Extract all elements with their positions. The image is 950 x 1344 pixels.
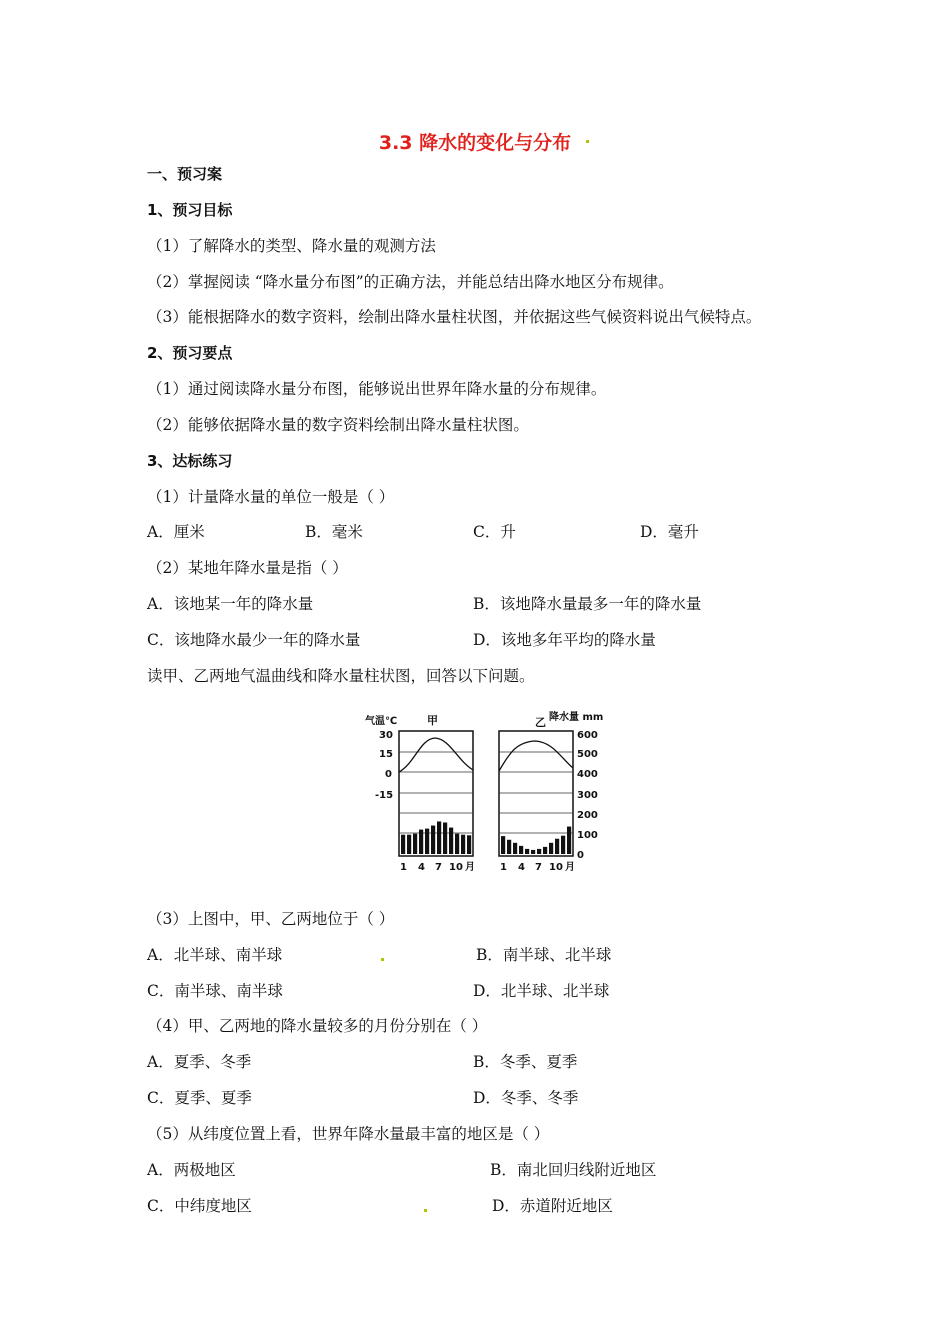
points-heading: 2、预习要点	[147, 344, 233, 362]
precip-tick: 500	[577, 749, 598, 760]
option-d: D．赤道附近地区	[492, 1197, 613, 1215]
option-c: C．升	[473, 523, 516, 541]
precip-bar	[525, 849, 529, 854]
option-c: C．中纬度地区	[147, 1197, 252, 1215]
precip-bar	[455, 834, 459, 854]
temp-tick: -15	[375, 790, 394, 801]
precip-tick: 600	[577, 730, 598, 741]
grid-lines	[399, 752, 573, 833]
precip-bar	[425, 829, 429, 854]
precip-bar	[467, 835, 471, 854]
month-tick: 7	[535, 862, 542, 873]
option-c: C．该地降水最少一年的降水量	[147, 631, 361, 649]
question-stem: （2）某地年降水量是指（ ）	[147, 559, 348, 577]
section-heading: 一、预习案	[147, 165, 223, 183]
precip-bar	[555, 839, 559, 854]
precip-bar	[461, 835, 465, 854]
option-a: A．该地某一年的降水量	[147, 595, 314, 613]
option-a: A．夏季、冬季	[147, 1053, 252, 1071]
left-axis-label: 气温℃	[365, 716, 398, 727]
month-tick: 10	[549, 862, 563, 873]
option-b: B．毫米	[305, 523, 363, 541]
precip-bar	[567, 827, 571, 854]
question-stem: （5）从纬度位置上看，世界年降水量最丰富的地区是（ ）	[147, 1125, 550, 1143]
goal-item: （3）能根据降水的数字资料，绘制出降水量柱状图，并依据这些气候资料说出气候特点。	[147, 308, 762, 326]
panel2-temperature-curve	[499, 741, 573, 771]
temp-tick: 30	[379, 730, 393, 741]
temp-tick: 15	[379, 749, 393, 760]
point-item: （2）能够依据降水量的数字资料绘制出降水量柱状图。	[147, 416, 529, 434]
point-item: （1）通过阅读降水量分布图，能够说出世界年降水量的分布规律。	[147, 380, 607, 398]
month-ticks-panel1	[400, 860, 475, 873]
precip-tick: 0	[577, 850, 584, 861]
question-stem: （3）上图中，甲、乙两地位于（ ）	[147, 910, 395, 928]
month-tick: 10	[449, 862, 463, 873]
question-stem: （4）甲、乙两地的降水量较多的月份分别在（ ）	[147, 1017, 488, 1035]
practice-heading: 3、达标练习	[147, 452, 233, 470]
panel1-precip-bars	[401, 821, 471, 854]
temp-ticks	[375, 730, 393, 801]
precip-bar	[531, 850, 535, 854]
month-tick: 7	[435, 862, 442, 873]
option-c: C．南半球、南半球	[147, 982, 283, 1000]
precip-bar	[549, 843, 553, 854]
panel2-label: 乙	[535, 716, 546, 729]
goals-heading: 1、预习目标	[147, 201, 233, 219]
precip-bar	[401, 835, 405, 854]
precip-bar	[519, 846, 523, 854]
green-dot-mark	[586, 140, 589, 143]
option-d: D．冬季、冬季	[473, 1089, 579, 1107]
goal-item: （1）了解降水的类型、降水量的观测方法	[147, 237, 436, 255]
option-b: B．该地降水量最多一年的降水量	[473, 595, 702, 613]
goal-item: （2）掌握阅读 “降水量分布图”的正确方法，并能总结出降水地区分布规律。	[147, 273, 674, 291]
option-d: D．北半球、北半球	[473, 982, 610, 1000]
precip-bar	[561, 836, 565, 854]
panel2-precip-bars	[501, 827, 571, 854]
precip-bar	[537, 849, 541, 854]
temp-tick: 0	[385, 769, 392, 780]
precip-bar	[431, 826, 435, 854]
option-a: A．厘米	[147, 523, 205, 541]
green-dot-mark	[424, 1209, 427, 1212]
option-b: B．南半球、北半球	[476, 946, 612, 964]
month-tick: 1	[500, 862, 507, 873]
month-tick: 月	[565, 862, 575, 873]
precip-tick: 100	[577, 830, 598, 841]
option-b: B．南北回归线附近地区	[490, 1161, 657, 1179]
precip-ticks	[577, 730, 598, 861]
option-a: A．北半球、南半球	[147, 946, 283, 964]
precip-bar	[507, 840, 511, 854]
precip-bar	[413, 834, 417, 854]
panel1-label: 甲	[427, 714, 438, 727]
precip-bar	[513, 843, 517, 854]
month-tick: 4	[418, 862, 425, 873]
chart-intro: 读甲、乙两地气温曲线和降水量柱状图，回答以下问题。	[147, 667, 535, 685]
precip-bar	[419, 830, 423, 854]
precip-bar	[443, 822, 447, 854]
climate-chart	[365, 708, 605, 878]
question-stem: （1）计量降水量的单位一般是（ ）	[147, 488, 395, 506]
precip-tick: 200	[577, 810, 598, 821]
green-dot-mark	[381, 958, 384, 961]
precip-bar	[501, 836, 505, 854]
panel1-temperature-curve	[399, 738, 473, 772]
precip-bar	[543, 847, 547, 854]
option-d: D．该地多年平均的降水量	[473, 631, 656, 649]
precip-bar	[437, 821, 441, 854]
precip-bar	[407, 835, 411, 854]
right-axis-label: 降水量 mm	[549, 712, 604, 723]
month-tick: 月	[465, 862, 475, 873]
option-b: B．冬季、夏季	[473, 1053, 578, 1071]
option-c: C．夏季、夏季	[147, 1089, 252, 1107]
precip-bar	[449, 828, 453, 854]
page-title: 3.3 降水的变化与分布	[378, 132, 572, 154]
precip-tick: 300	[577, 790, 598, 801]
precip-tick: 400	[577, 769, 598, 780]
option-a: A．两极地区	[147, 1161, 236, 1179]
option-d: D．毫升	[640, 523, 699, 541]
month-tick: 4	[518, 862, 525, 873]
month-ticks-panel2	[500, 860, 575, 873]
month-tick: 1	[400, 862, 407, 873]
